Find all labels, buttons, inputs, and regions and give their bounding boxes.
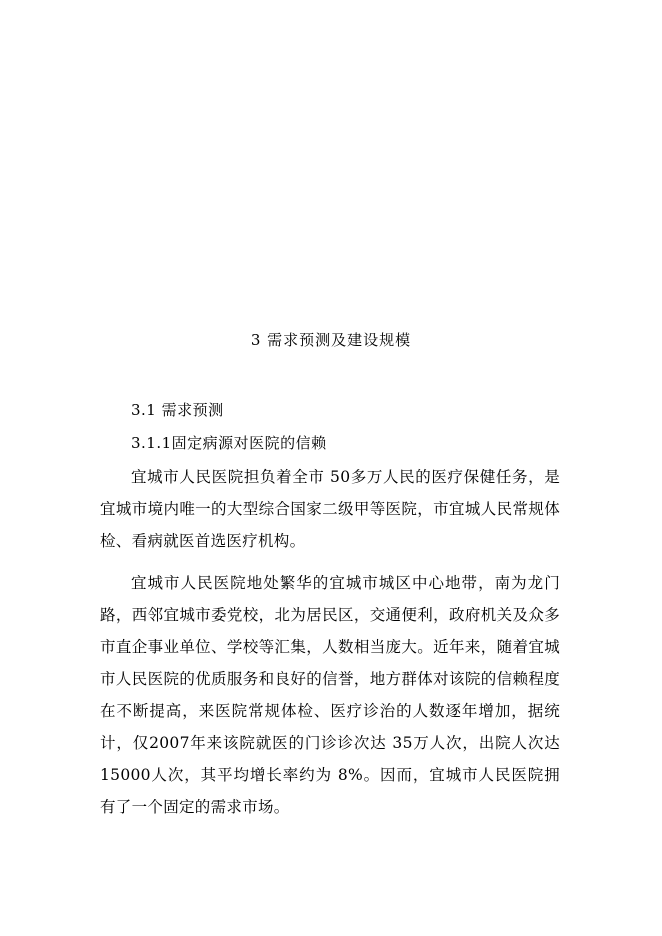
subsection-heading: 3.1.1固定病源对医院的信赖 (131, 434, 327, 452)
paragraph-1: 宜城市人民医院担负着全市 50多万人民的医疗保健任务，是宜城市境内唯一的大型综合国家二级甲等医院，市宜城人民常规体检、看病就医首选医疗机构。 (100, 468, 560, 550)
paragraph-2: 宜城市人民医院地处繁华的宜城市城区中心地带，南为龙门路，西邻宜城市委党校，北为居民区，交通便利，政府机关及众多市直企事业单位、学校等汇集，人数相当庞大。近年来，随着宜城市人民医院的优质服务和良好的信誉，地方群体对该院的信赖程度在不断提高，来医院常规体检、医疗诊治的人数逐年增加，据统计，仅2007年来该院就医的门诊诊次达 35万人次，出院人次达 15000人次，其平均增长率约为 8%。因而，宜城市人民医院拥有了一个固定的需求市场。 (100, 574, 560, 816)
section-heading: 3.1 需求预测 (131, 401, 224, 419)
chapter-title: 3 需求预测及建设规模 (250, 331, 412, 349)
